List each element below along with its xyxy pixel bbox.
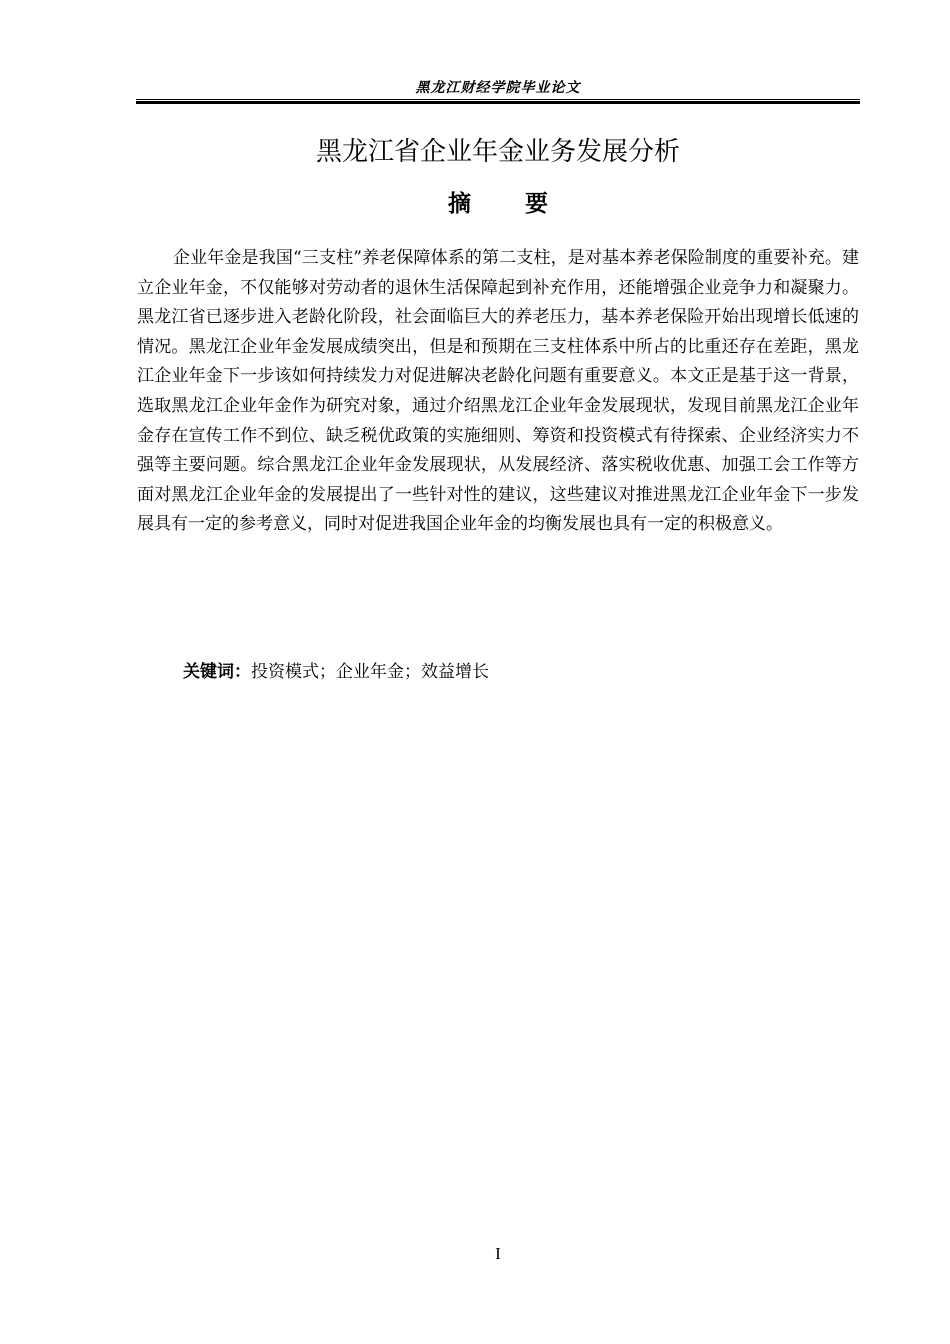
header-rule-thin	[136, 99, 860, 100]
page-number: I	[495, 1244, 501, 1263]
running-header: 黑龙江财经学院毕业论文	[415, 80, 581, 96]
keywords-text: 投资模式；企业年金；效益增长	[251, 662, 489, 682]
keywords-line	[183, 658, 859, 686]
header-rule-thick	[136, 101, 860, 104]
abstract-body: 企业年金是我国“三支柱”养老保障体系的第二支柱，是对基本养老保险制度的重要补充。建立企业年金，不仅能够对劳动者的退休生活保障起到补充作用，还能增强企业竞争力和凝聚力。黑龙江省已逐步进入老龄化阶段，社会面临巨大的养老压力，基本养老保险开始出现增长低速的情况。黑龙江企业年金发展成绩突出，但是和预期在三支柱体系中所占的比重还存在差距，黑龙江企业年金下一步该如何持续发力对促进解决老龄化问题有重要意义。本文正是基于这一背景，选取黑龙江企业年金作为研究对象，通过介绍黑龙江企业年金发展现状，发现目前黑龙江企业年金存在宣传工作不到位、缺乏税优政策的实施细则、筹资和投资模式有待探索、企业经济实力不强等主要问题。综合黑龙江企业年金发展现状，从发展经济、落实税收优惠、加强工会工作等方面对黑龙江企业年金的发展提出了一些针对性的建议，这些建议对推进黑龙江企业年金下一步发展具有一定的参考意义，同时对促进我国企业年金的均衡发展也具有一定的积极意义。	[137, 248, 859, 535]
paper-title: 黑龙江省企业年金业务发展分析	[315, 137, 680, 167]
abstract-heading: 摘要	[448, 191, 602, 217]
keywords-label: 关键词：	[183, 662, 251, 682]
